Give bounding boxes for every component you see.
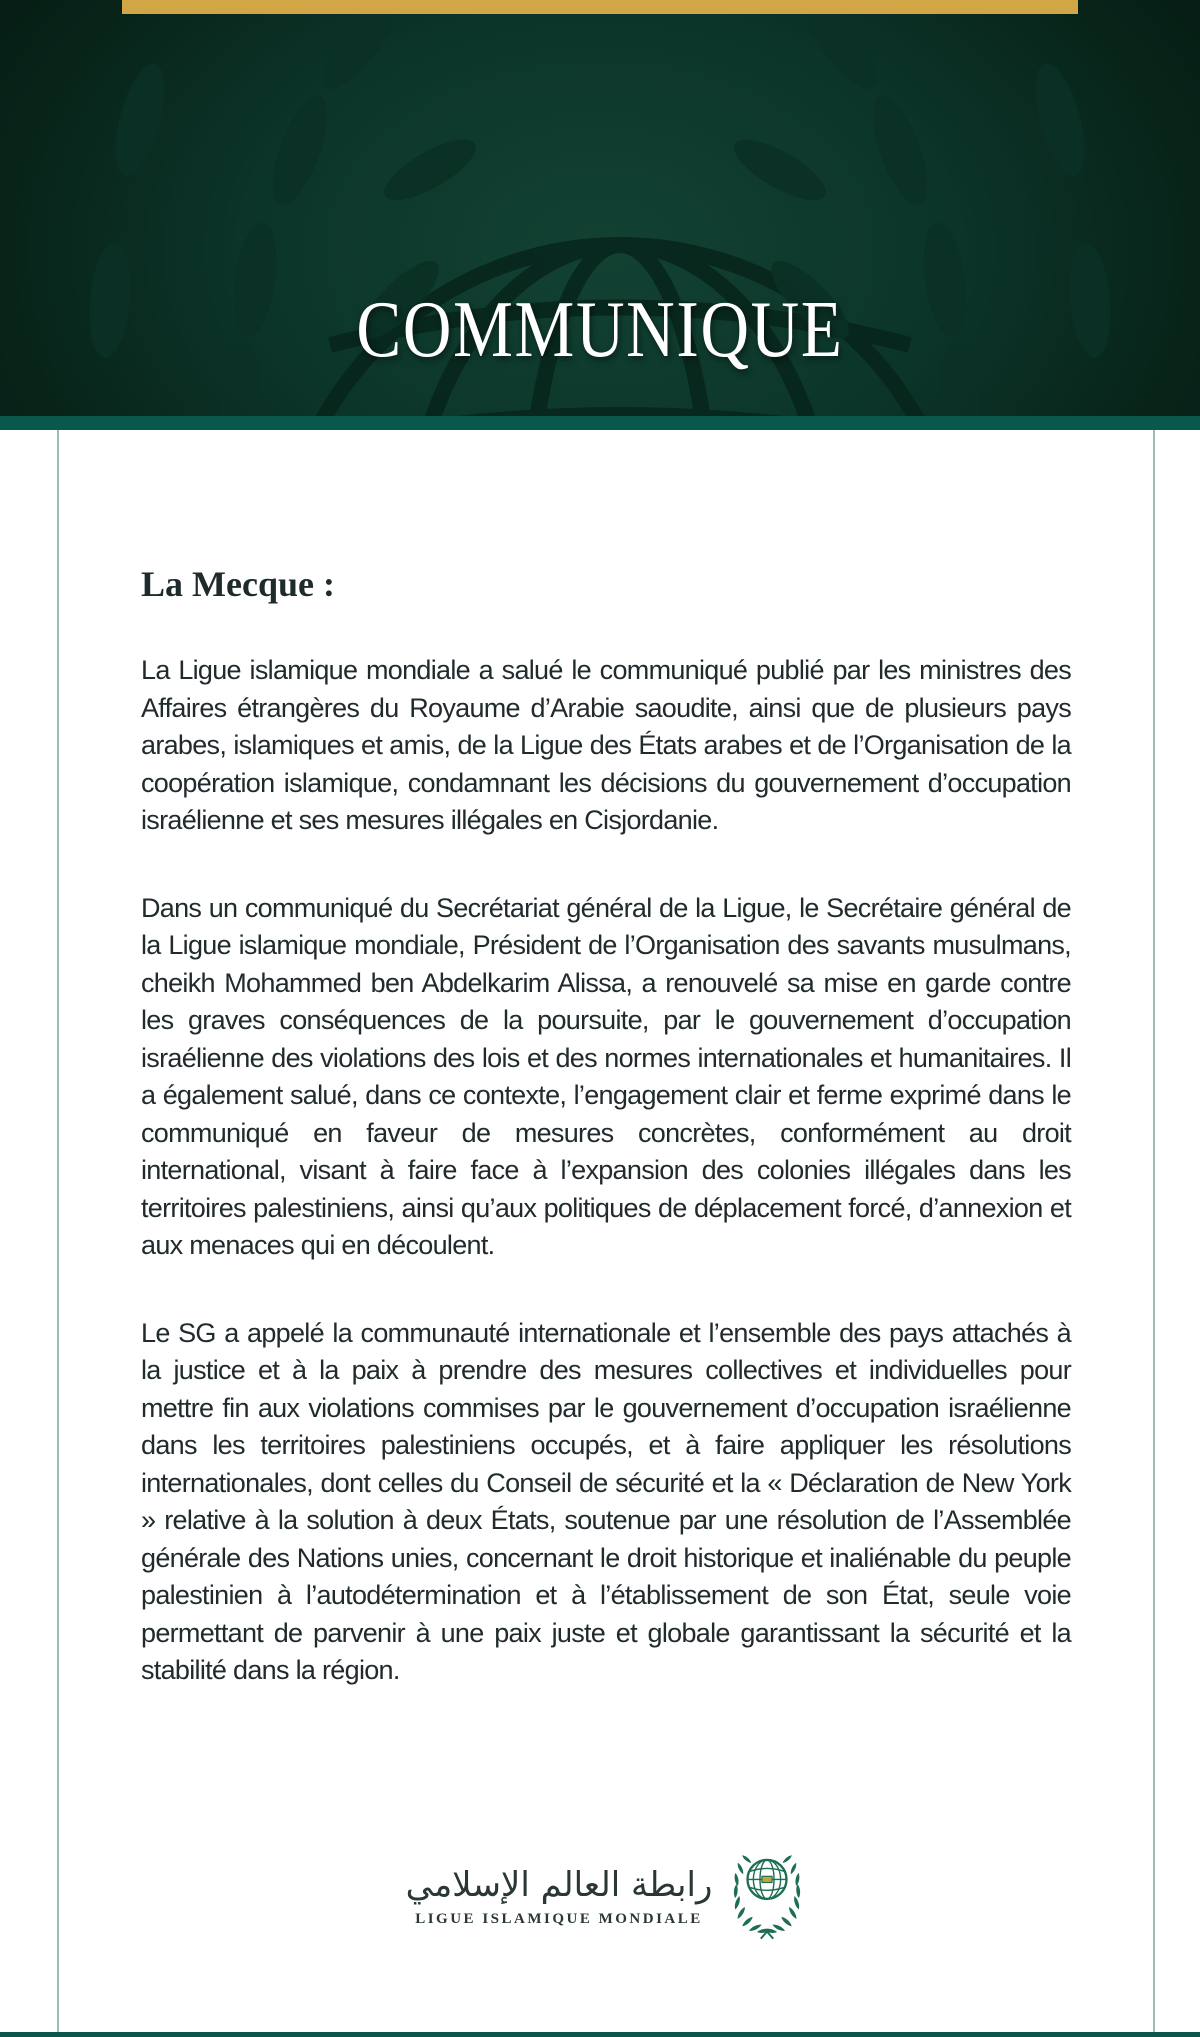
dateline: La Mecque : xyxy=(141,564,335,604)
gold-accent-bar xyxy=(122,0,1078,14)
paragraph-3: Le SG a appelé la communauté internationale et l’ensemble des pays attachés à la justice et à la paix à prendre des mesures collectives et individuelles pour mettre fin aux violations commises par le gouvernement d’occupation israélienne dans les territoires palestiniens occupés, et à faire appliquer les résolutions internationales, dont celles du Conseil de sécurité et la « Déclaration de New York » relative à la solution à deux États, soutenue par une résolution de l’Assemblée générale des Nations unies, concernant le droit historique et inaliénable du peuple palestinien à l’autodétermination et à l’établissement de son État, seule voie permettant de parvenir à une paix juste et globale garantissant la sécurité et la stabilité dans la région. xyxy=(141,1317,1071,1685)
organization-name: LIGUE ISLAMIQUE MONDIALE xyxy=(415,1911,703,1927)
teal-divider-strip xyxy=(0,416,1200,430)
logo-text-column xyxy=(406,1862,713,1928)
organization-logo xyxy=(59,1848,1153,1942)
globe-wreath-emblem-icon xyxy=(728,1848,806,1942)
arabic-calligraphy-logo-text: رابطة العالم الإسلامي xyxy=(405,1865,713,1905)
bottom-border-line xyxy=(0,2032,1200,2037)
paragraph-2: Dans un communiqué du Secrétariat général de la Ligue, le Secrétaire général de la Ligue islamique mondiale, Président de l’Organisation des savants musulmans, cheikh Mohammed ben Abdelkarim Alissa, a renouvelé sa mise en garde contre les graves conséquences de la poursuite, par le gouvernement d’occupation israélienne des violations des lois et des normes internationales et humanitaires. Il a également salué, dans ce contexte, l’engagement clair et ferme exprimé dans le communiqué en faveur de mesures concrètes, conformément au droit international, visant à faire face à l’expansion des colonies illégales dans les territoires palestiniens, ainsi qu’aux politiques de déplacement forcé, d’annexion et aux menaces qui en découlent. xyxy=(141,892,1071,1260)
document-body xyxy=(59,562,1153,1690)
header-banner xyxy=(0,0,1200,416)
document-card xyxy=(57,430,1155,2037)
paragraph-1: La Ligue islamique mondiale a salué le communiqué publié par les ministres des Affaires étrangères du Royaume d’Arabie saoudite, ainsi que de plusieurs pays arabes, islamiques et amis, de la Ligue des États arabes et de l’Organisation de la coopération islamique, condamnant les décisions du gouvernement d’occupation israélienne et ses mesures illégales en Cisjordanie. xyxy=(141,655,1071,835)
page-title: COMMUNIQUE xyxy=(356,286,844,374)
